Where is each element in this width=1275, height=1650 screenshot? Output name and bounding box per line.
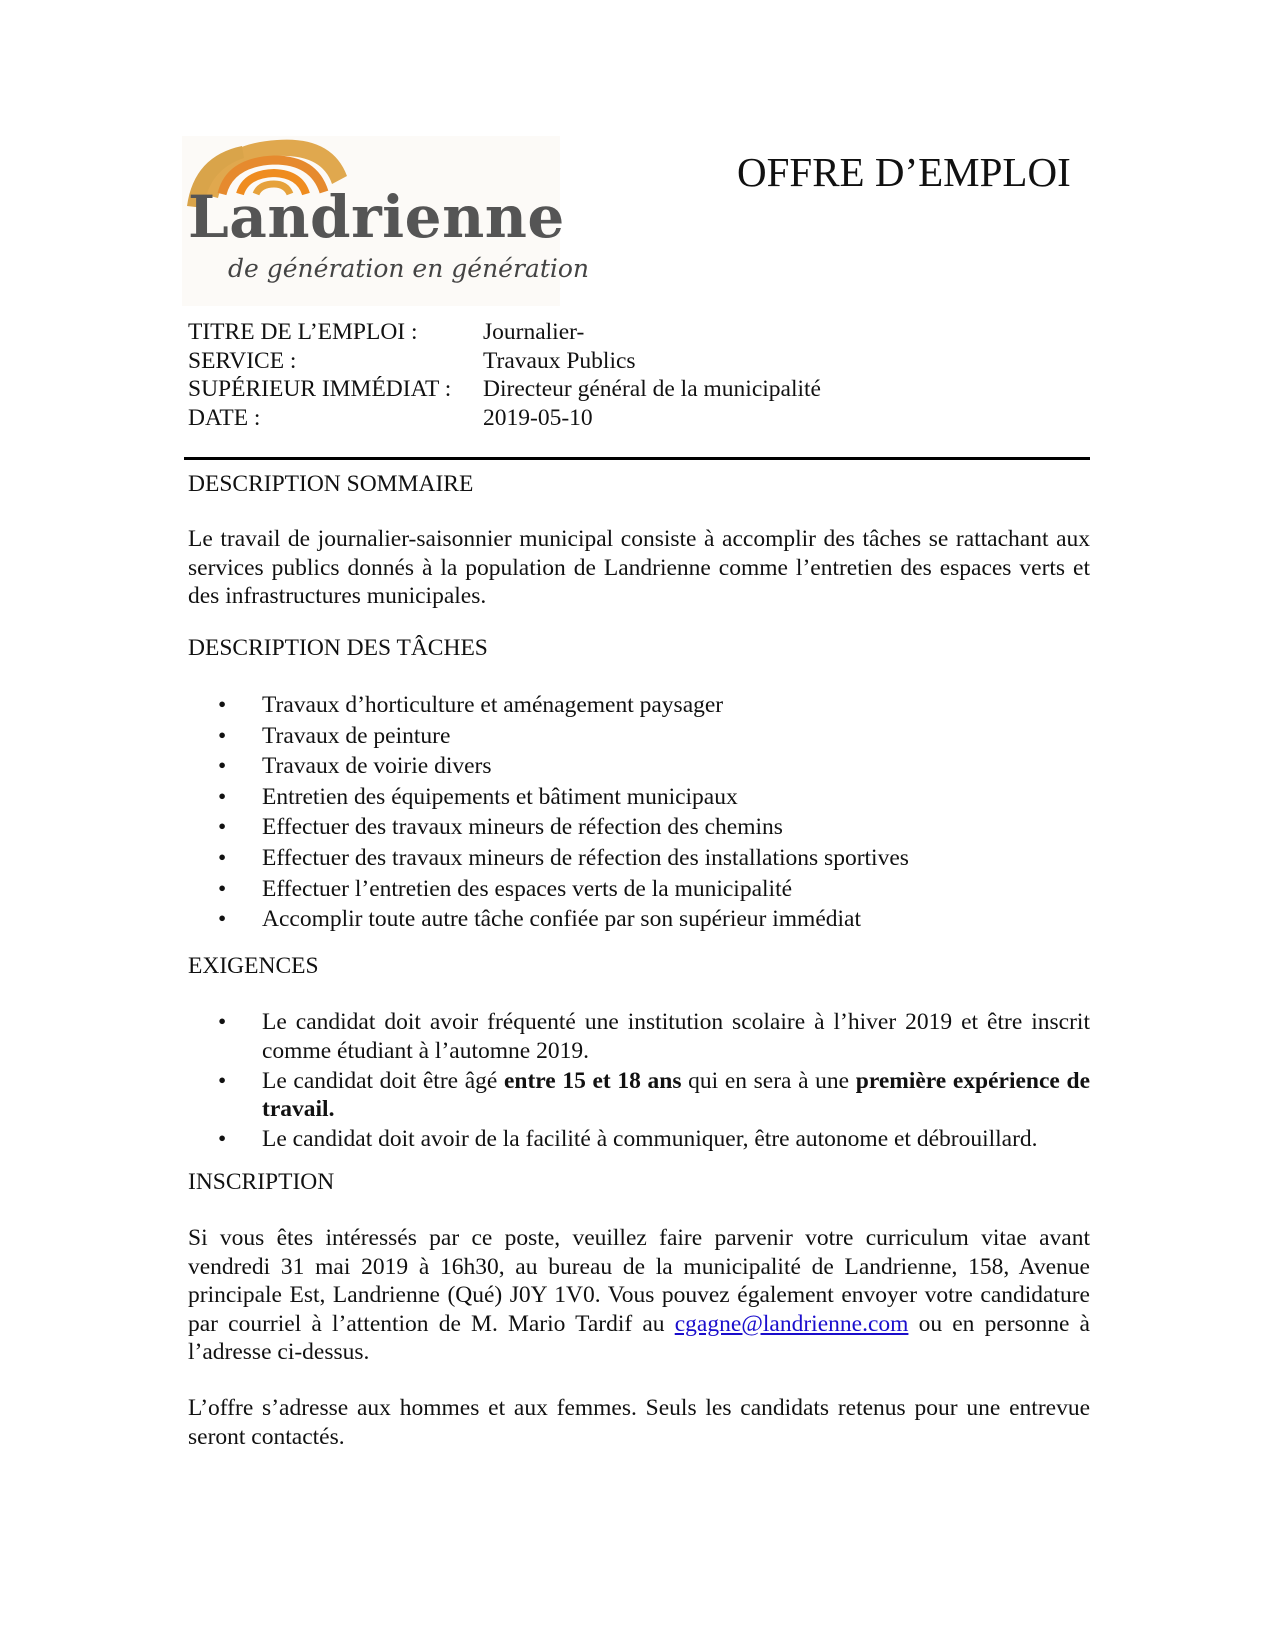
service-label: SERVICE : xyxy=(188,347,297,374)
registration-text-main: Si vous êtes intéressés par ce poste, veuillez faire parvenir votre curriculum vitae avant vendredi 31 mai 2019 à 16h30, au bureau de la municipalité de Landrienne, 158, Avenue principale Est, Landrienne (Qué) J0Y 1V0. Vous pouvez également envoyer votre candidature par courriel à l’attention de M. Mario Tardif au xyxy=(188,1225,1090,1337)
bullet-icon: • xyxy=(218,753,227,780)
list-item xyxy=(188,843,1090,874)
task-text: Effectuer l’entretien des espaces verts de la municipalité xyxy=(262,875,793,902)
bullet-icon: • xyxy=(218,722,227,749)
tasks-list xyxy=(188,690,1090,935)
email-link[interactable]: cgagne@landrienne.com xyxy=(674,1310,909,1337)
task-text: Effectuer des travaux mineurs de réfection des chemins xyxy=(262,814,783,841)
date-value: 2019-05-10 xyxy=(483,405,593,432)
list-item xyxy=(188,1067,1090,1124)
bullet-icon: • xyxy=(218,875,227,902)
logo-wordmark: Landrienne xyxy=(188,183,565,251)
landrienne-logo xyxy=(182,136,590,306)
logo-tagline: de génération en génération xyxy=(228,254,590,283)
job-info-row-title xyxy=(188,318,821,347)
job-info-row-service xyxy=(188,347,821,376)
task-text: Travaux de voirie divers xyxy=(262,753,492,780)
task-text: Effectuer des travaux mineurs de réfection des installations sportives xyxy=(262,844,909,871)
list-item xyxy=(188,1125,1090,1154)
closing-text: L’offre s’adresse aux hommes et aux femmes. Seuls les candidats retenus pour une entrevue seront contactés. xyxy=(188,1395,1090,1450)
registration-text xyxy=(188,1224,1090,1367)
registration-heading: INSCRIPTION xyxy=(188,1169,335,1195)
bullet-icon: • xyxy=(218,844,227,871)
job-info xyxy=(188,318,821,433)
horizontal-rule xyxy=(184,457,1090,460)
supervisor-label: SUPÉRIEUR IMMÉDIAT : xyxy=(188,376,452,403)
task-text: Travaux d’horticulture et aménagement paysager xyxy=(262,692,724,718)
bullet-icon: • xyxy=(218,783,227,810)
requirement-text: Le candidat doit avoir de la facilité à communiquer, être autonome et débrouillard. xyxy=(262,1126,1038,1152)
job-info-row-date xyxy=(188,404,821,433)
bullet-icon: • xyxy=(218,1126,227,1152)
requirements-list xyxy=(188,1008,1090,1155)
bullet-icon: • xyxy=(218,906,227,933)
requirement-text: Le candidat doit avoir fréquenté une institution scolaire à l’hiver 2019 et être inscrit comme étudiant à l’automne 2019. xyxy=(262,1009,1090,1064)
page-title: OFFRE D’EMPLOI xyxy=(737,149,1071,195)
list-item xyxy=(188,904,1090,935)
supervisor-value: Directeur général de la municipalité xyxy=(483,376,821,403)
task-text: Entretien des équipements et bâtiment municipaux xyxy=(262,783,738,810)
requirement-first-experience: première expérience de travail. xyxy=(262,1067,1091,1122)
list-item xyxy=(188,874,1090,905)
bullet-icon: • xyxy=(218,692,227,718)
date-label: DATE : xyxy=(188,405,261,432)
task-text: Travaux de peinture xyxy=(262,722,451,749)
registration-text-end: ou en personne à l’adresse ci-dessus. xyxy=(188,1310,1090,1365)
list-item xyxy=(188,690,1090,721)
service-value: Travaux Publics xyxy=(483,347,636,374)
summary-text: Le travail de journalier-saisonnier municipal consiste à accomplir des tâches se rattachant aux services publics donnés à la population de Landrienne comme l’entretien des espaces verts et des infrastructures municipales. xyxy=(188,526,1090,609)
requirement-age-range: entre 15 et 18 ans xyxy=(503,1067,682,1094)
list-item xyxy=(188,721,1090,752)
job-title-label: TITRE DE L’EMPLOI : xyxy=(188,319,418,345)
list-item xyxy=(188,782,1090,813)
bullet-icon: • xyxy=(218,1067,227,1094)
requirements-heading: EXIGENCES xyxy=(188,953,319,979)
bullet-icon: • xyxy=(218,1009,227,1035)
list-item xyxy=(188,751,1090,782)
bullet-icon: • xyxy=(218,814,227,841)
list-item xyxy=(188,1008,1090,1065)
requirement-text-part: Le candidat doit être âgé xyxy=(262,1067,504,1094)
job-info-row-supervisor xyxy=(188,375,821,404)
job-title-value: Journalier- xyxy=(483,319,585,345)
list-item xyxy=(188,812,1090,843)
requirement-text-part: qui en sera à une xyxy=(681,1067,856,1094)
summary-heading: DESCRIPTION SOMMAIRE xyxy=(188,471,474,497)
task-text: Accomplir toute autre tâche confiée par son supérieur immédiat xyxy=(262,906,862,933)
tasks-heading: DESCRIPTION DES TÂCHES xyxy=(188,635,488,661)
